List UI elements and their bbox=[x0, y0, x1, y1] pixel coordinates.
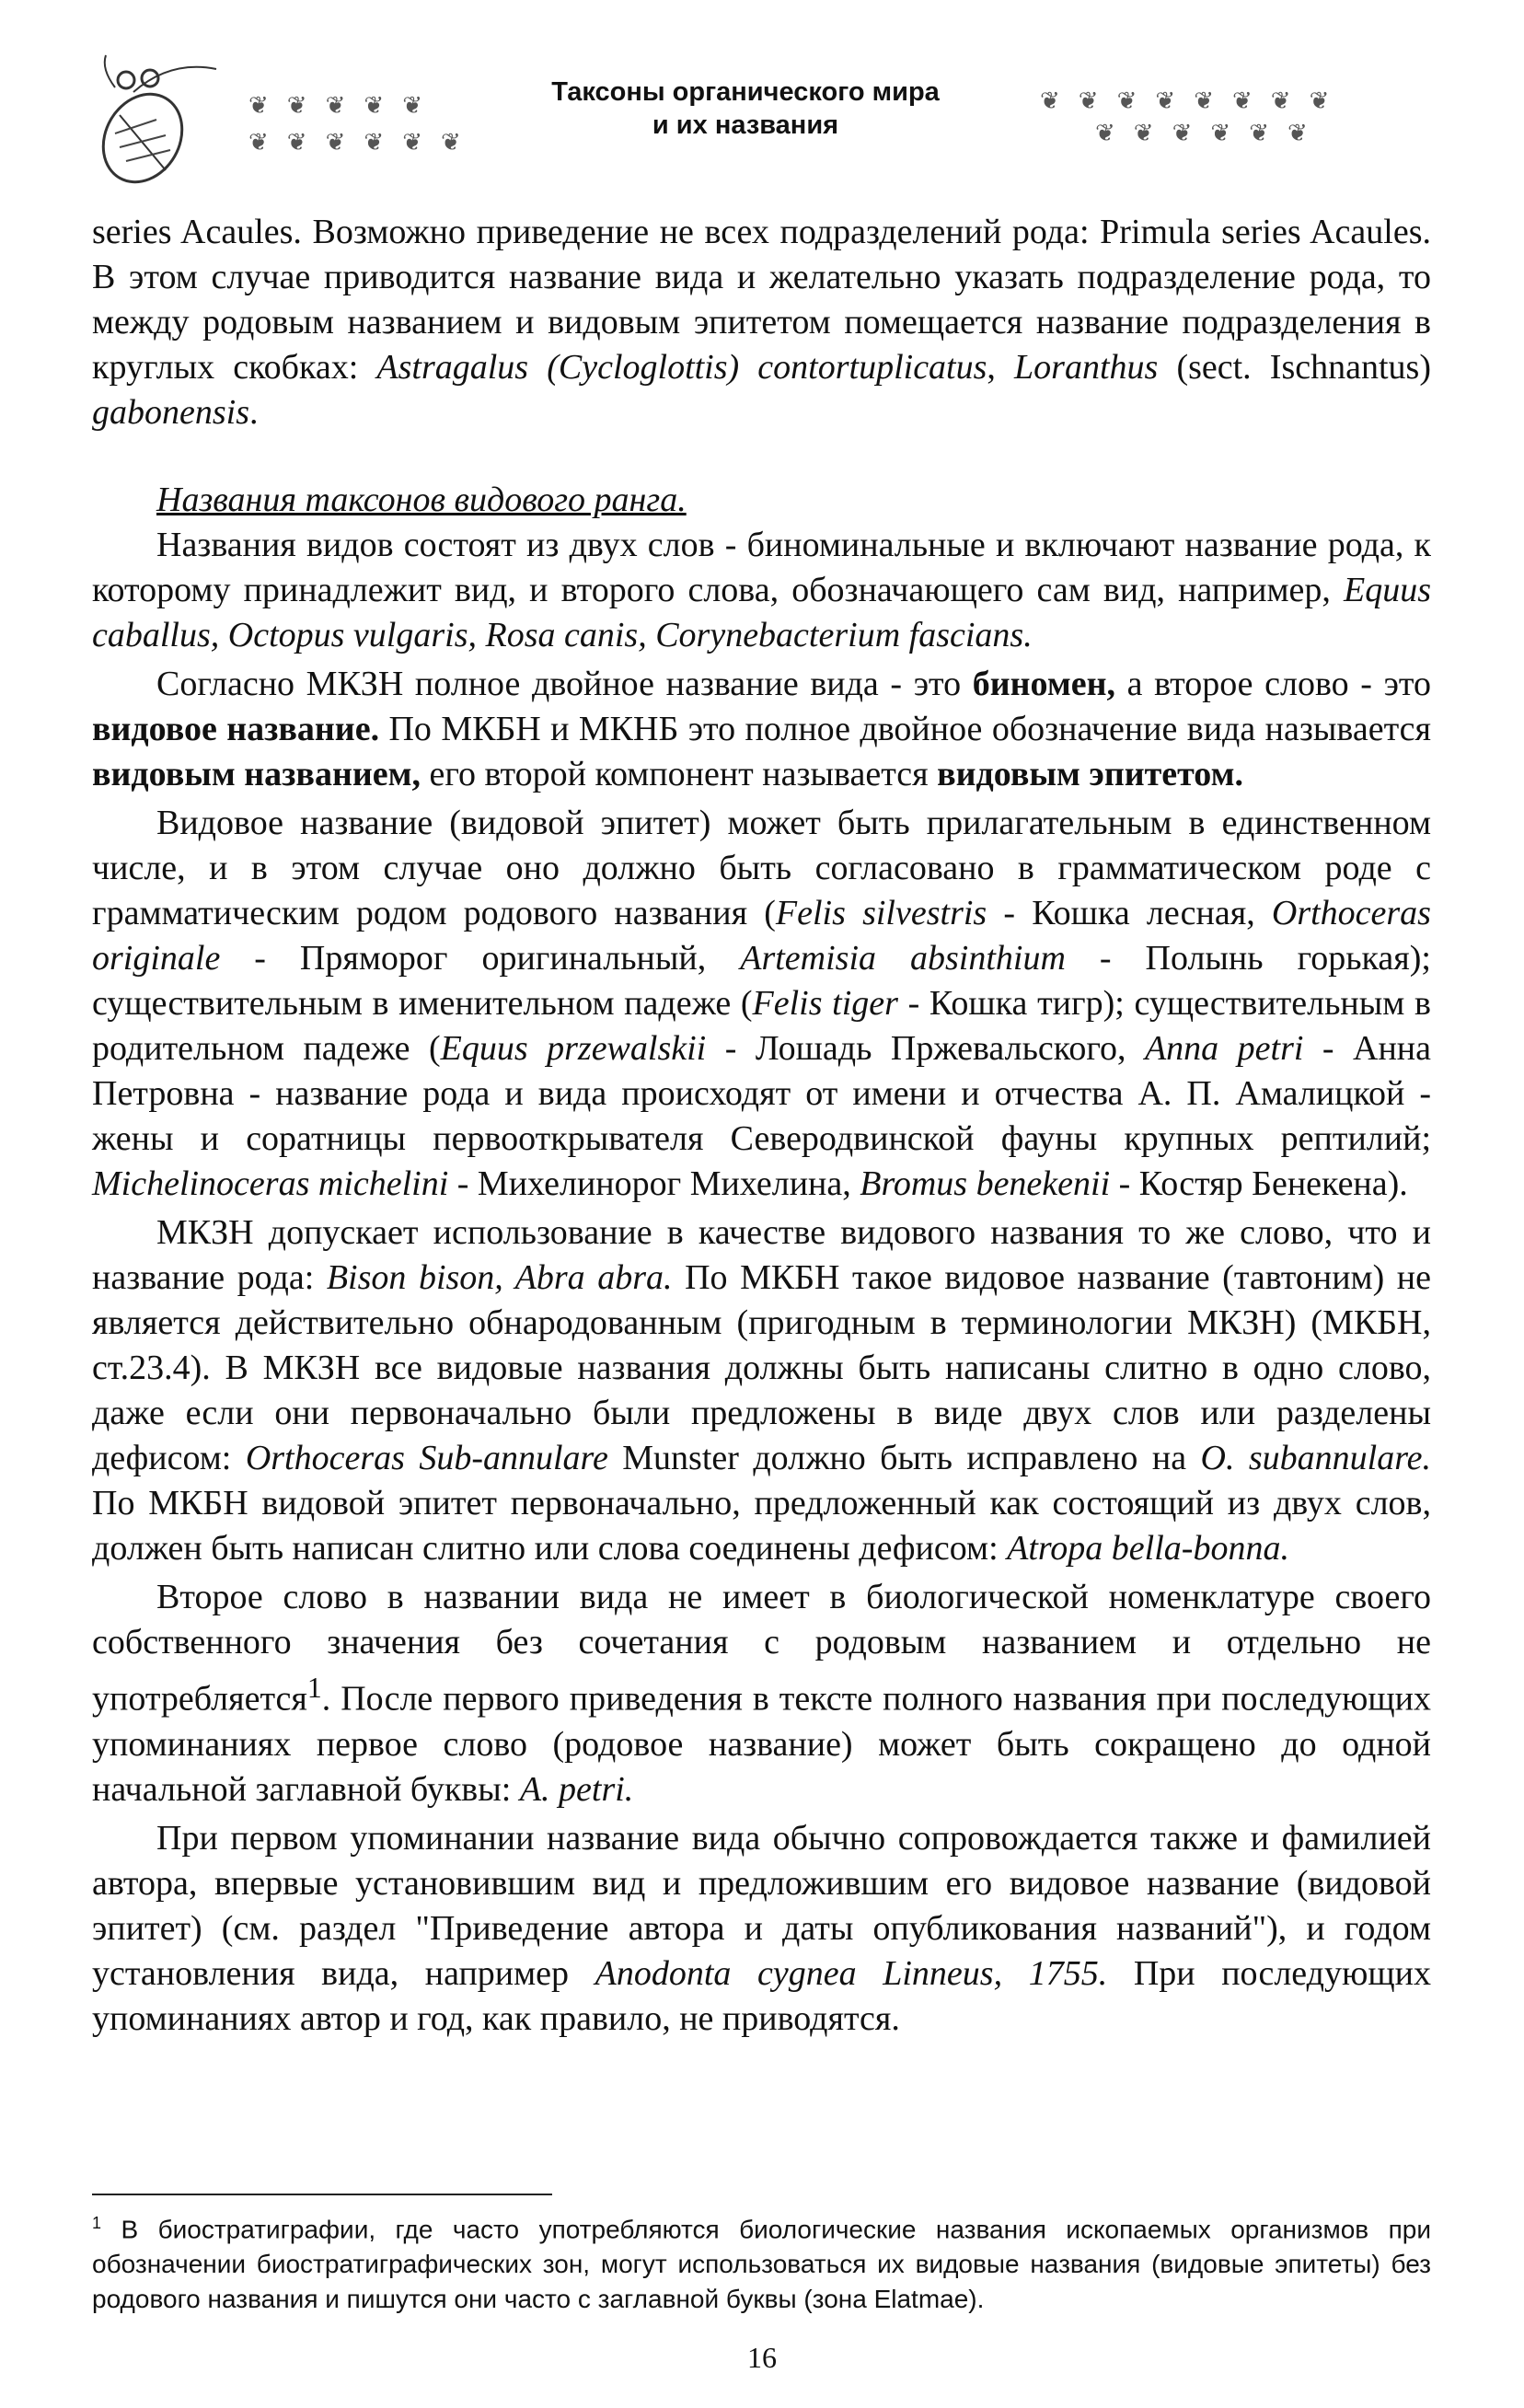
text-run: При последующих упоминаниях автор и год, как правило, не приводятся. bbox=[92, 1953, 1431, 2038]
text-run: Michelinoceras michelini bbox=[92, 1164, 449, 1203]
text-run: Equus przewalskii bbox=[440, 1029, 707, 1068]
text-run: Названия видов состоят из двух слов - биноминальные и включают название рода, к которому принадлежит вид, и второго слова, обозначающего сам вид, например, bbox=[92, 526, 1431, 609]
flying-birds-icon: ❦ ❦ ❦ ❦ ❦ ❦ bbox=[248, 129, 461, 156]
text-run: gabonensis bbox=[92, 393, 249, 432]
footnote-text: В биостратиграфии, где часто употребляются биологические названия ископаемых организмов при обозначении биостратиграфических зон, могут использоваться их видовые названия (видовые эпитеты) без родового названия и пишутся они часто с заглавной буквы (зона Elatmae). bbox=[92, 2215, 1431, 2314]
flying-birds-icon: ❦ ❦ ❦ ❦ ❦ ❦ bbox=[1095, 120, 1308, 146]
paragraph bbox=[92, 1816, 1431, 2042]
text-run: биномен, bbox=[972, 665, 1115, 703]
text-run: . bbox=[249, 393, 259, 432]
text-run: По МКБН такое видовое название (тавтоним) не является действительно обнародованным (пригодным в терминологии МКЗН) (МКБН, ст.23.4). В МКЗН все видовые названия должны быть написаны слитно в одно слово, даже если они первоначально были предложены в виде двух слов или разделены дефисом: bbox=[92, 1258, 1431, 1477]
text-run: Atropa bella-bonna. bbox=[1007, 1529, 1289, 1568]
text-run: A. petri. bbox=[519, 1769, 634, 1809]
text-run: МКЗН допускает использование в качестве видового названия то же слово, что и название рода: bbox=[92, 1213, 1431, 1297]
text-run: Orthoceras Sub-annulare bbox=[245, 1439, 608, 1477]
footnote-divider bbox=[92, 2194, 552, 2195]
trilobite-logo-icon bbox=[78, 51, 244, 189]
text-run: , bbox=[987, 348, 1015, 387]
text-run: Anodonta cygnea Linneus, 1755. bbox=[595, 1953, 1108, 1993]
footnote-mark: 1 bbox=[92, 2214, 102, 2232]
text-run: а второе слово - это bbox=[1114, 665, 1431, 703]
flying-birds-icon: ❦ ❦ ❦ ❦ ❦ bbox=[248, 92, 422, 119]
text-run: - Пряморог оригинальный, bbox=[220, 939, 741, 978]
paragraph bbox=[92, 662, 1431, 797]
text-run: видовым эпитетом. bbox=[937, 755, 1243, 793]
text-run: Bromus benekenii bbox=[860, 1164, 1111, 1203]
footnote bbox=[92, 2205, 1431, 2317]
text-run: . После первого приведения в тексте полного названия при последующих упоминаниях первое слово (родовое название) может быть сокращено до одной начальной заглавной буквы: bbox=[92, 1679, 1431, 1809]
text-run: Artemisia absinthium bbox=[740, 939, 1066, 978]
text-run: Второе слово в названии вида не имеет в биологической номенклатуре своего собственного значения без сочетания с родовым названием и отдельно не употребляется bbox=[92, 1578, 1431, 1719]
page-title bbox=[515, 75, 976, 142]
text-run: Bison bison, Abra abra. bbox=[326, 1258, 673, 1297]
text-run: Loranthus bbox=[1014, 348, 1159, 387]
text-run: series Acaules. Возможно приведение не всех подразделений рода: Primula series Acaules. В этом случае приводится название вида и желательно указать подразделение рода, то между родовым названием и видовым эпитетом помещается название подразделения в круглых скобках: bbox=[92, 213, 1431, 387]
paragraph bbox=[92, 1575, 1431, 1812]
page-body bbox=[92, 210, 1431, 2042]
text-run: - Анна Петровна - название рода и вида происходят от имени и отчества А. П. Амалицкой - жены и соратницы первооткрывателя Северодвинской фауны крупных рептилий; bbox=[92, 1029, 1432, 1158]
text-run: Equus caballus, Octopus vulgaris, Rosa canis, Corynebacterium fascians. bbox=[92, 571, 1431, 654]
paragraph bbox=[92, 801, 1431, 1207]
text-run: Munster должно быть исправлено на bbox=[607, 1439, 1201, 1477]
text-run: его второй компонент называется bbox=[421, 755, 938, 793]
text-run: - Кошка тигр); существительным в родительном падеже ( bbox=[92, 984, 1431, 1068]
text-run: Видовое название (видовой эпитет) может быть прилагательным в единственном числе, и в этом случае оно должно быть согласовано в грамматическом роде с грамматическим родом родового названия ( bbox=[92, 804, 1431, 932]
text-run: Согласно МКЗН полное двойное название вида - это bbox=[156, 665, 973, 703]
text-run: - Кошка лесная, bbox=[987, 894, 1272, 932]
text-run: Felis tiger bbox=[752, 984, 898, 1023]
paragraph bbox=[92, 1210, 1431, 1571]
text-run: Anna petri bbox=[1144, 1029, 1304, 1068]
title-line-1: Таксоны органического мира bbox=[551, 77, 940, 107]
page-header bbox=[0, 0, 1524, 184]
title-line-2: и их названия bbox=[652, 110, 839, 140]
text-run: По МКБН и МКНБ это полное двойное обозначение вида называется bbox=[379, 710, 1431, 748]
text-run: При первом упоминании название вида обычно сопровождается также и фамилией автора, впервые установившим вид и предложившим его видовое название (видовой эпитет) (см. раздел "Приведение автора и даты опубликования названий"), и годом установления вида, например bbox=[92, 1818, 1431, 1993]
text-run: O. subannulare. bbox=[1200, 1439, 1431, 1477]
text-run: По МКБН видовой эпитет первоначально, предложенный как состоящий из двух слов, должен быть написан слитно или слова соединены дефисом: bbox=[92, 1484, 1431, 1568]
text-run: - Михелинорог Михелина, bbox=[448, 1164, 860, 1203]
text-run: (sect. Ischnantus) bbox=[1158, 348, 1431, 387]
text-run: - Лошадь Пржевальского, bbox=[706, 1029, 1145, 1068]
page-number: 16 bbox=[747, 2341, 777, 2374]
text-run: Astragalus (Cycloglottis) contortuplicatus bbox=[376, 348, 987, 387]
text-run: видовым названием, bbox=[92, 755, 421, 793]
text-run: 1 bbox=[306, 1672, 322, 1704]
text-run: - Полынь горькая); существительным в именительном падеже ( bbox=[92, 939, 1431, 1023]
flying-birds-icon: ❦ ❦ ❦ ❦ ❦ ❦ ❦ ❦ bbox=[1040, 87, 1330, 114]
text-run: Orthoceras originale bbox=[92, 894, 1431, 978]
section-heading: Названия таксонов видового ранга. bbox=[156, 480, 687, 519]
paragraph bbox=[92, 210, 1431, 435]
text-run: - Костяр Бенекена). bbox=[1110, 1164, 1408, 1203]
text-run: видовое название. bbox=[92, 710, 380, 748]
text-run: Felis silvestris bbox=[775, 894, 987, 932]
paragraph bbox=[92, 523, 1431, 658]
